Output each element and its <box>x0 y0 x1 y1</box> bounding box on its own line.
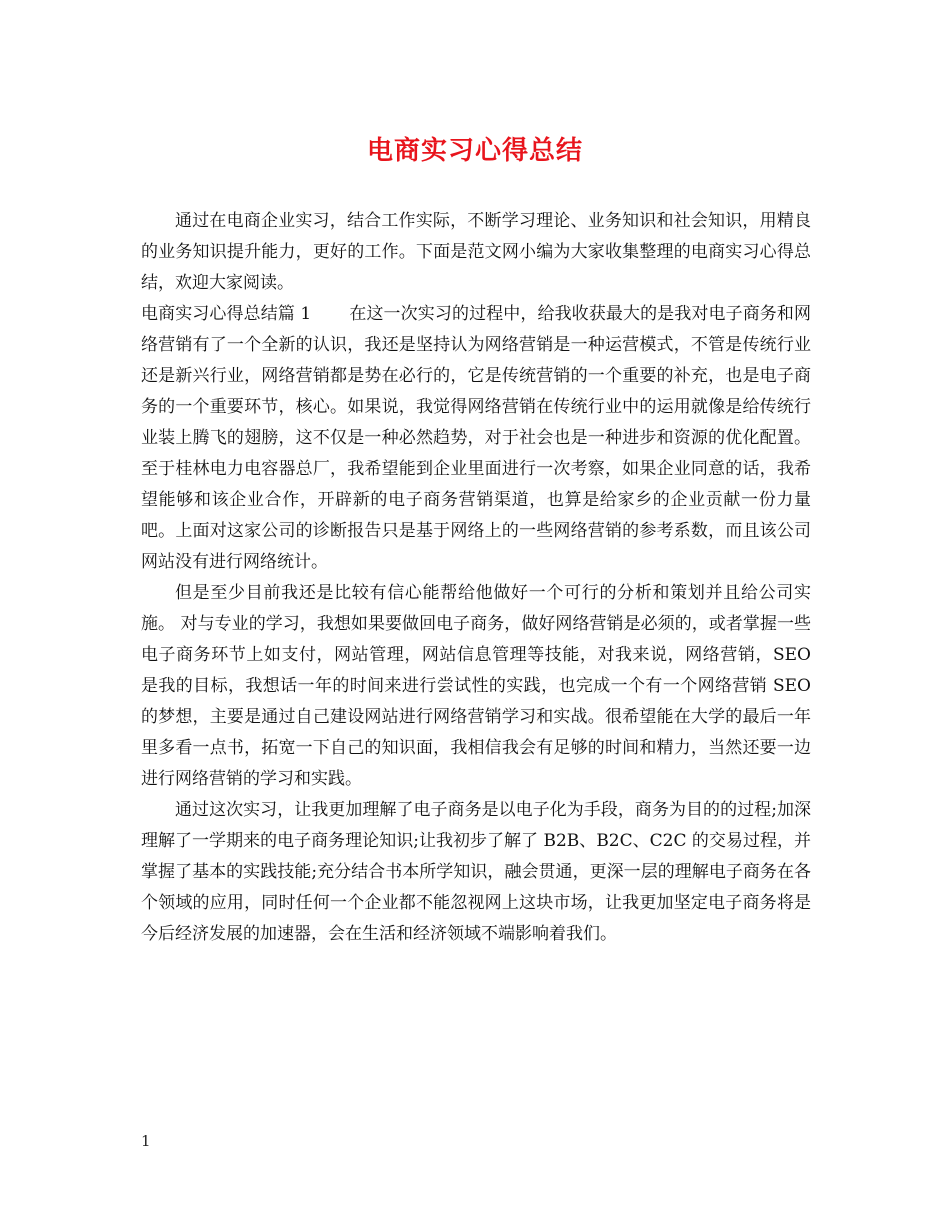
section-text: 在这一次实习的过程中，给我收获最大的是我对电子商务和网络营销有了一个全新的认识，我还是坚持认为网络营销是一种运营模式，不管是传统行业还是新兴行业，网络营销都是势在必行的，它是传统营销的一个重要的补充，也是电子商务的一个重要环节，核心。如果说，我觉得网络营销在传统行业中的运用就像是给传统行业装上腾飞的翅膀，这不仅是一种必然趋势，对于社会也是一种进步和资源的优化配置。至于桂林电力电容器总厂，我希望能到企业里面进行一次考察，如果企业同意的话，我希望能够和该企业合作，开辟新的电子商务营销渠道，也算是给家乡的企业贡献一份力量吧。上面对这家公司的诊断报告只是基于网络上的一些网络营销的参考系数，而且该公司网站没有进行网络统计。 <box>141 304 811 572</box>
intro-paragraph: 通过在电商企业实习，结合工作实际，不断学习理论、业务知识和社会知识，用精良的业务知识提升能力，更好的工作。下面是范文网小编为大家收集整理的电商实习心得总结，欢迎大家阅读。 <box>141 211 811 293</box>
document-body <box>141 206 811 950</box>
section-heading: 电商实习心得总结篇 1 <box>141 304 312 324</box>
page-number: 1 <box>141 1132 151 1150</box>
body-paragraph-2: 但是至少目前我还是比较有信心能帮给他做好一个可行的分析和策划并且给公司实施。 对与专业的学习，我想如果要做回电子商务，做好网络营销是必须的，或者掌握一些电子商务环节上如支付，网站管理，网站信息管理等技能，对我来说，网络营销，SEO 是我的目标，我想话一年的时间来进行尝试性的实践，也完成一个有一个网络营销 SEO 的梦想，主要是通过自己建设网站进行网络营销学习和实战。很希望能在大学的最后一年里多看一点书，拓宽一下自己的知识面，我相信我会有足够的时间和精力，当然还要一边进行网络营销的学习和实践。 <box>141 583 811 789</box>
body-paragraph-3: 通过这次实习，让我更加理解了电子商务是以电子化为手段，商务为目的的过程;加深理解了一学期来的电子商务理论知识;让我初步了解了 B2B、B2C、C2C 的交易过程，并掌握了基本的实践技能;充分结合书本所学知识，融会贯通，更深一层的理解电子商务在各个领域的应用，同时任何一个企业都不能忽视网上这块市场，让我更加坚定电子商务将是今后经济发展的加速器，会在生活和经济领域不端影响着我们。 <box>141 800 811 944</box>
section-paragraph-1 <box>141 299 811 578</box>
page-title: 电商实习心得总结 <box>366 136 583 166</box>
